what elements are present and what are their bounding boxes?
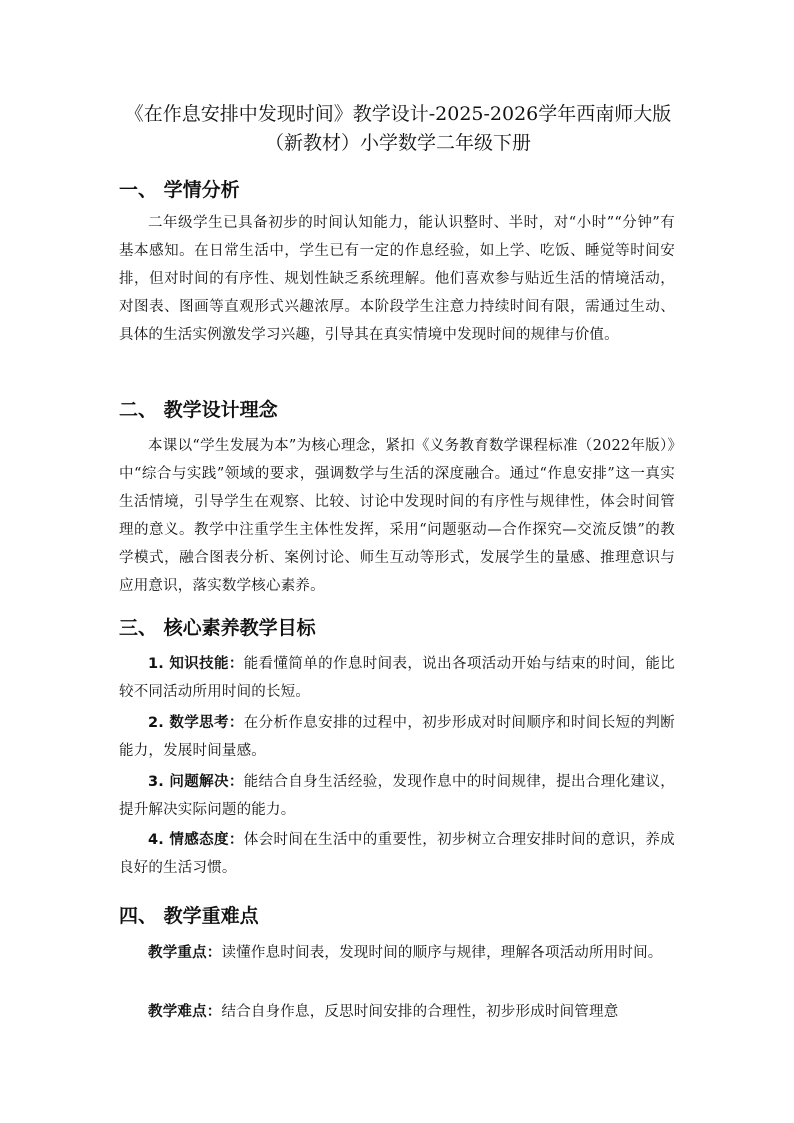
objective-item <box>119 768 675 824</box>
section-paragraph <box>119 432 675 600</box>
section-heading-objectives: 三、 核心素养教学目标 <box>119 617 316 639</box>
paragraph-text: 能结合自身生活经验，发现作息中的时间规律，提出合理化建议，提升解决实际问题的能力。 <box>119 774 675 818</box>
section-paragraph <box>119 209 675 349</box>
objective-item <box>119 709 675 765</box>
paragraph-text: 在分析作息安排的过程中，初步形成对时间顺序和时间长短的判断能力，发展时间量感。 <box>119 715 675 759</box>
paragraph-lead: 4. 情感态度： <box>148 832 244 848</box>
paragraph-lead: 2. 数学思考： <box>148 715 244 731</box>
paragraph-text: 本课以“学生发展为本”为核心理念，紧扣《义务教育数学课程标准（2022年版）》中“综合与实践”领域的要求，强调数学与生活的深度融合。通过“作息安排”这一真实生活情境，引导学生在观察、比较、讨论中发现时间的有序性与规律性，体会时间管理的意义。教学中注重学生主体性发挥，采用“问题驱动—合作探究—交流反馈”的教学模式，融合图表分析、案例讨论、师生互动等形式，发展学生的量感、推理意识与应用意识，落实数学核心素养。 <box>119 438 675 594</box>
paragraph-text: 体会时间在生活中的重要性，初步树立合理安排时间的意识，养成良好的生活习惯。 <box>119 832 675 876</box>
paragraph-lead: 教学重点： <box>148 945 222 961</box>
section-heading-learner-analysis: 一、 学情分析 <box>119 179 240 201</box>
paragraph-lead: 3. 问题解决： <box>148 774 244 790</box>
paragraph-text: 结合自身作息，反思时间安排的合理性，初步形成时间管理意 <box>221 1004 619 1020</box>
key-point-item <box>119 939 675 967</box>
paragraph-text: 读懂作息时间表，发现时间的顺序与规律，理解各项活动所用时间。 <box>221 945 663 961</box>
paragraph-text: 能看懂简单的作息时间表，说出各项活动开始与结束的时间，能比较不同活动所用时间的长短。 <box>119 656 675 700</box>
paragraph-lead: 教学难点： <box>148 1004 222 1020</box>
section-heading-design-concept: 二、 教学设计理念 <box>119 399 278 421</box>
paragraph-lead: 1. 知识技能： <box>148 656 244 672</box>
document-title: 《在作息安排中发现时间》教学设计-2025-2026学年西南师大版（新教材）小学数学二年级下册 <box>124 103 672 154</box>
section-heading-key-points: 四、 教学重难点 <box>119 905 259 927</box>
objective-item <box>119 650 675 706</box>
paragraph-text: 二年级学生已具备初步的时间认知能力，能认识整时、半时，对“小时”“分钟”有基本感知。在日常生活中，学生已有一定的作息经验，如上学、吃饭、睡觉等时间安排，但对时间的有序性、规划性缺乏系统理解。他们喜欢参与贴近生活的情境活动，对图表、图画等直观形式兴趣浓厚。本阶段学生注意力持续时间有限，需通过生动、具体的生活实例激发学习兴趣，引导其在真实情境中发现时间的规律与价值。 <box>119 215 675 343</box>
objective-item <box>119 826 675 882</box>
key-point-item <box>119 998 675 1026</box>
